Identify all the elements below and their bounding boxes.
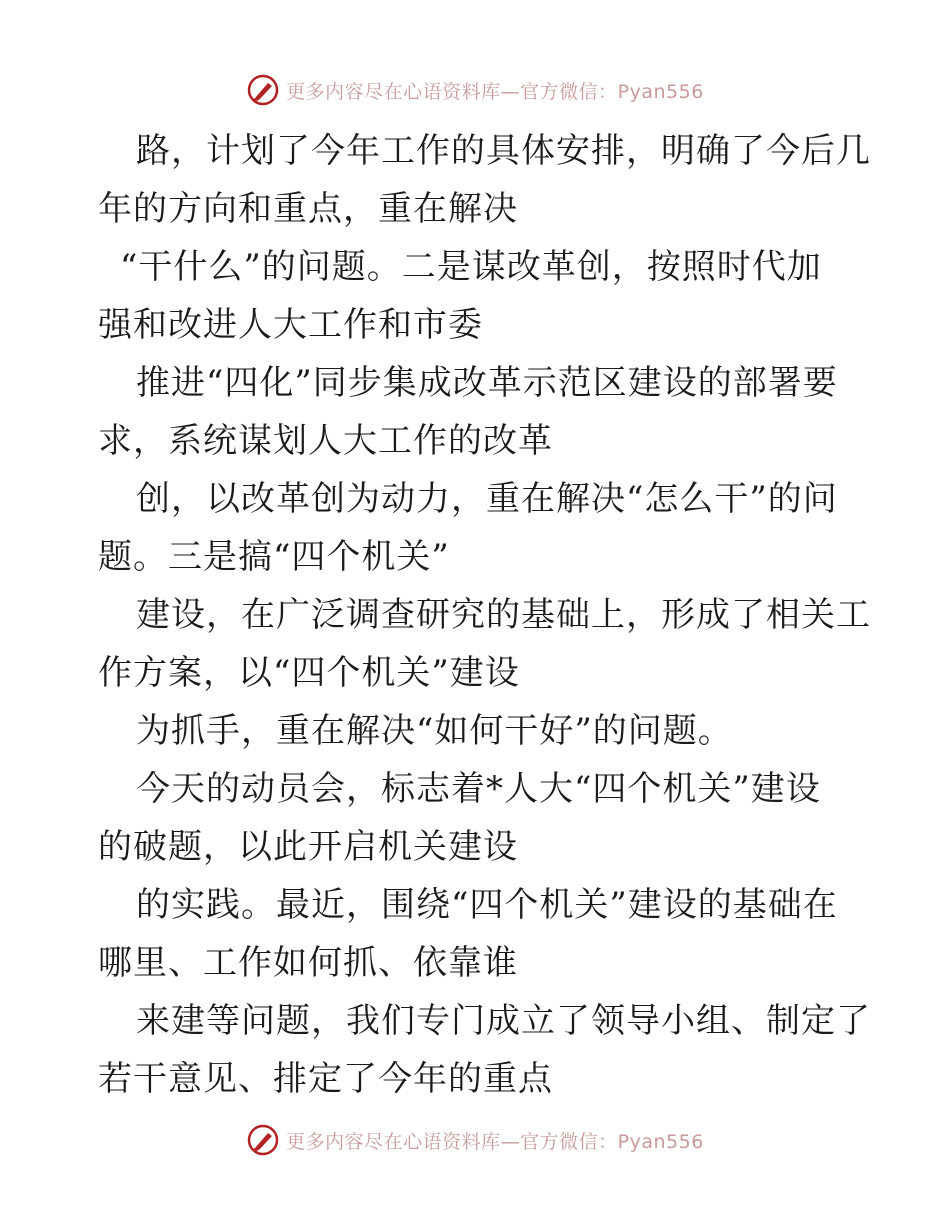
text-line: 题。三是搞“四个机关” — [98, 537, 450, 577]
text-line: 求，系统谋划人大工作的改革 — [98, 421, 553, 461]
text-line: 强和改进人大工作和市委 — [98, 305, 483, 345]
text-line: 为抓手，重在解决“如何干好”的问题。 — [136, 711, 733, 751]
text-line: 创，以改革创为动力，重在解决“怎么干”的问 — [136, 479, 838, 519]
text-line: 作方案，以“四个机关”建设 — [98, 653, 520, 693]
text-line: 年的方向和重点，重在解决 — [98, 189, 518, 229]
text-line: 建设，在广泛调查研究的基础上，形成了相关工 — [136, 595, 871, 635]
document-body — [98, 122, 871, 1108]
watermark-text: 更多内容尽在心语资料库—官方微信：Pyan556 — [286, 80, 704, 103]
text-line: 的破题，以此开启机关建设 — [98, 827, 518, 867]
footer-watermark — [0, 1122, 950, 1158]
header-watermark — [0, 72, 950, 108]
text-line: 今天的动员会，标志着*人大“四个机关”建设 — [136, 769, 821, 809]
text-line: 哪里、工作如何抓、依靠谁 — [98, 943, 518, 983]
quill-pen-logo-icon — [246, 73, 280, 107]
text-line: 的实践。最近，围绕“四个机关”建设的基础在 — [136, 885, 838, 925]
text-line: “干什么”的问题。二是谋改革创，按照时代加 — [120, 247, 822, 287]
text-line: 若干意见、排定了今年的重点 — [98, 1059, 553, 1099]
watermark-text: 更多内容尽在心语资料库—官方微信：Pyan556 — [286, 1130, 704, 1153]
text-line: 路，计划了今年工作的具体安排，明确了今后几 — [136, 131, 871, 171]
text-line: 来建等问题，我们专门成立了领导小组、制定了 — [136, 1001, 871, 1041]
quill-pen-logo-icon — [246, 1123, 280, 1157]
text-line: 推进“四化”同步集成改革示范区建设的部署要 — [136, 363, 838, 403]
